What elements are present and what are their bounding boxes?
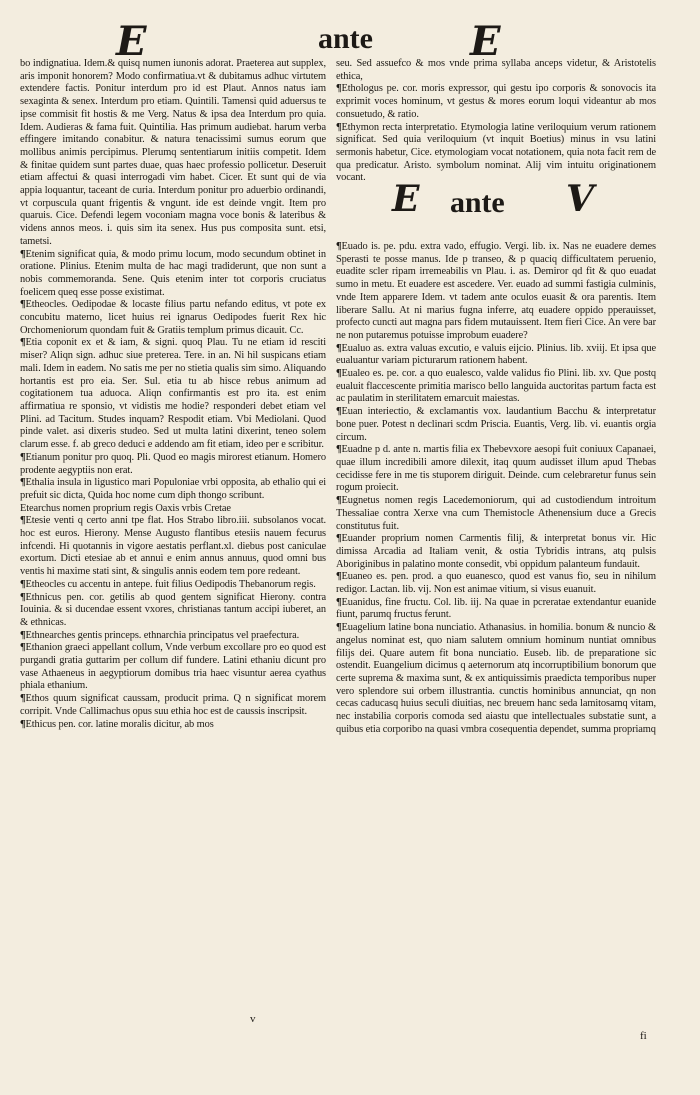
pilcrow-icon: ¶: [336, 368, 342, 380]
pilcrow-icon: ¶: [20, 693, 26, 705]
pilcrow-icon: ¶: [20, 477, 26, 489]
entry: [20, 249, 326, 300]
entry: [20, 477, 326, 502]
entry: [336, 622, 656, 736]
pilcrow-icon: ¶: [336, 444, 342, 456]
entry-text: Ethanion graeci appellant collum, Vnde verbum excollare pro eo quod est purgandi gratia guttarim per collum dif fundere. Latini ethaniu dicunt pro vase Athaeneus in aegyptiorum domibus tria haec visuntur aerea cyathus phiala ethanium.: [20, 642, 326, 692]
section-heading: [336, 178, 656, 237]
entry-text: Etianum ponitur pro quoq. Pli. Quod eo magis mirorest etianum. Homero prodente aegyptiis non erat.: [20, 451, 326, 476]
entry-text: Etesie venti q certo anni tpe flat. Hos Strabo libro.iii. subsolanos vocat. hoc est euros. Hierony. Mense Augusto flantibus etesiis nauem fecurus infcendi. Hi quotannis in vigore aestatis perflant.xl. diebus post caniculae exortum. Dicti etesiae ab et annui e enim annus annuus, quod omni bus ventis hi maxime stati sint, & singulis annis eodem tem pore redeant.: [20, 515, 326, 578]
header-initial-left: E: [116, 18, 147, 65]
pilcrow-icon: ¶: [336, 241, 342, 253]
entry-text: Etenim significat quia, & modo primu locum, modo secundum obtinet in oratione. Plinius. Etenim multa de hac magi tradiderunt, que non sunt a nobis commemoranda. Sene. Quis etenim inter tot corporis cruciatus foelicem queq esse posse existimat.: [20, 248, 326, 298]
entry-text: Ethos quum significat caussam, producit prima. Q n significat morem corripit. Vnde Callimachus opus suu ethia hoc est de caussis inscripsit.: [20, 693, 326, 717]
pilcrow-icon: ¶: [336, 533, 342, 545]
entry-text: Etheocles. Oedipodae & locaste filius partu nefando editus, vt pote ex concubitu materno, licet huius rei ignarus Oedipodes fuerit Rex hic Orchomeniorum quondam fuit & Gratiis templum primus dicauit. Cc.: [20, 299, 326, 336]
pilcrow-icon: ¶: [20, 248, 26, 260]
entry-text: Euaneo es. pen. prod. a quo euanesco, quod est vanus fio, seu in nihilum redigor. Lactan. lib. vij. Non est animae vitium, si visus euanuit.: [336, 571, 656, 596]
entry: [20, 592, 326, 630]
entry: [20, 719, 326, 732]
entry-text: Ethalia insula in ligustico mari Populoniae vrbi opposita, ab ethalio qui ei prefuit sic dicta, Quida hoc nome cum diph thongo scribunt.: [20, 477, 326, 501]
entry-text: Euan interiectio, & exclamantis vox. laudantium Bacchu & interpretatur bone puer. Potest n declinari scdm Priscia. Euantis, Verg. lib. vi. euantis orgia circum.: [336, 406, 656, 443]
entry-text: Eugnetus nomen regis Lacedemoniorum, qui ad custodiendum introitum Thessaliae contra Xerxe vna cum Themistocle Athenensium duce a Grecis constitutus fuit.: [336, 495, 656, 532]
entry-text: Ethnearches gentis princeps. ethnarchia principatus vel praefectura.: [25, 629, 300, 641]
left-column: [20, 58, 326, 731]
entry-text: Ethologus pe. cor. moris expressor, qui gestu ipo corporis & sonovocis ita exprimit voces hominum, vt gestus & mores eorum loqui videantur ab mos consuetudo, & ratio.: [336, 83, 656, 120]
entry: [336, 571, 656, 596]
right-column: [336, 58, 656, 736]
pilcrow-icon: ¶: [20, 591, 26, 603]
pilcrow-icon: ¶: [336, 83, 342, 95]
pilcrow-icon: ¶: [20, 578, 26, 590]
entry-text: Eualuo as. extra valuas excutio, e valuis eijcio. Plinius. lib. xviij. Et ipsa que eualuantur variam picturarum rationem habent.: [336, 342, 656, 367]
pilcrow-icon: ¶: [336, 596, 342, 608]
page-header: [0, 18, 700, 65]
section-initial-left: E: [392, 178, 420, 221]
entry: [336, 122, 656, 186]
entry: [336, 444, 656, 495]
entry: Etearchus nomen proprium regis Oaxis vrbis Cretae: [20, 502, 231, 514]
entry: [20, 693, 326, 718]
entry-text: Euado is. pe. pdu. extra vado, effugio. Vergi. lib. ix. Nas ne euadere demes Sperasti te posse manus. Ide p transeo, & p quaciq difficultatem peruenio, euadite scler ripam irremeabilis vn Plau. i. as. Demiror qd fit & quo euadat sumo in metu. Et euadere est ascedere. Ver. euado ad summi fastigia culminis, vnde Item apparere Idem. vt tadem ante oculos euasit & ora parentis. Item liberare Sallu. At ni marius fugna inferre, atq euadere oppido pperauisset, profecto cuncti aut magna pars fidem mutauissent. Item fieri Cice. An vere bar ne non putaremus potuisse improbum euadere?: [336, 241, 656, 341]
pilcrow-icon: ¶: [20, 629, 26, 641]
pilcrow-icon: ¶: [20, 337, 26, 349]
entry: [336, 406, 656, 444]
entry: bo indignatiua. Idem.& quisq numen iunonis adorat. Praeterea aut supplex, aris imponit honorem? Modo confirmatiua.vt & dubitamus adhuc virtutem extendere factis. Ponitur interdum pro id est Plaut. Annos natus iam sexaginta & senex. Interdum pro etiam. Quintili. Tamensi quid aduersus te ipse commisit fit hostis & me Verg. Natus & ipsa dea Interdum pro quia. Idem. Audieras & fama fuit. Quintilia. Has primum audiebat. harum verba effingere imitando conabitur. & natura tenacissimi sumus eorum que mollibus animis percipimus. Plerumq sententiarum initiis competit. Idem & finitae quidem sunt partes duae, quas haec professio pollicetur. Deseruit etiam affectui & quasi interrogadi vim habet. Cicer. Et sunt qui de via appia loquantur, taceant de curia. Interdum ponitur pro aduerbio ordinandi, vt corpuscula quant frigentis & vngunt. ide est deinde vngit. Item pro quaruis. Cice. Defendi legem voconiam magna voce bonis & lateribus & videns annos meos. i. quis sim ita senex. Hus pus composita sunt. etsi, tametsi.: [20, 58, 326, 247]
entry: [20, 452, 326, 477]
entry: seu. Sed assuefco & mos vnde prima syllaba anceps videtur, & Aristotelis ethica,: [336, 58, 656, 82]
pilcrow-icon: ¶: [336, 342, 342, 354]
pilcrow-icon: ¶: [20, 642, 26, 654]
entry-text: Euagelium latine bona nunciatio. Athanasius. in homilia. bonum & nuncio & angelus nominat est, quo niam salutem omnium hominum nuntiat omnibus filijs dei. Quare autem fit bona nunciatio. Euseb. lib. de preparatione sic ostendit. Euangelium dicimus q aeternorum atq incorruptibilium bonorum que certe suprema & maxima sunt, & ex antiquissimis praedicta temporibus nuper vero splendore sui orbem illustrantia. cunctis hominibus annunciat, qn non cecas caducasq huius seculi diuitias, nec breuem hanc seda lamitosamq vitam, nec instabilia corporis comoda sed aiastu que intellectuales substatie sunt, a quibus etia corporibo na quasi vmbra cosequentia dependet, summa propriamq: [336, 622, 656, 735]
entry-text: Etheocles cu accentu in antepe. fuit filius Oedipodis Thebanorum regis.: [25, 578, 316, 590]
entry: [20, 579, 326, 592]
pilcrow-icon: ¶: [336, 406, 342, 418]
entry: [336, 83, 656, 121]
entry: [336, 343, 656, 368]
entry: [336, 597, 656, 622]
entry: [336, 533, 656, 571]
entry-text: Etia coponit ex et & iam, & signi. quoq Plau. Tu ne etiam id resciti miser? Aliqn sign. adhuc siue preterea. Tere. in an. Ni hil suspicans etiam mali. Idem in eadem. No satis me per no stietia qualis sim simo. Aliquando hortantis est pro eia. Ser. Sul. etia tu ab hisce rebus animum ad cogitationem tua aduoca. Aliqn confirmantis est pro ita. est enim affirmatiua re sponsio, vt vidistis me hodie? responderi debet etiam vel Plini. ad Tacitum. Studes inquam? Respodit etiam. Vbi Mediolani. Quod pinde valet. asi dixeris studeo. Sed ut multa latini dixerint, teneo solem clarum esse. f. ab greco deduci e addendo am fit etiam, ideo per e scribitur.: [20, 337, 326, 451]
entry-text: Euander proprium nomen Carmentis filij, & interpretat bonus vir. Hic dimissa Arcadia ad Italiam venit, & ostia Tybridis intrans, atq pulsis Aboriginibus in palatino monte consedit, vbi oppidum palanteum fundauit.: [336, 533, 656, 570]
section-initial-right: V: [566, 178, 594, 221]
entry: [336, 495, 656, 533]
entry: [336, 368, 656, 406]
entry: [20, 299, 326, 337]
entry: [20, 630, 326, 643]
pilcrow-icon: ¶: [336, 121, 342, 133]
entry: [20, 515, 326, 579]
entry-text: Euanidus, fine fructu. Col. lib. iij. Na quae in pcreratae extendantur euanide fiunt, parumq fructus ferunt.: [336, 596, 656, 621]
entry: [20, 337, 326, 451]
entry: [336, 241, 656, 343]
entry-text: Euadne p d. ante n. martis filia ex Thebevxore aesopi fuit coniuux Capanaei, quae illum incredibili amore dilexit, itaq quum audisset illum apud Thebas cecidisse fere in me tis stuporem diriguit. Deinde. cum celebraretur funus sein rogum proiecit.: [336, 444, 656, 494]
header-initial-right: E: [470, 18, 501, 65]
section-title: ante: [450, 186, 505, 220]
pilcrow-icon: ¶: [20, 718, 26, 730]
signature-mark: v: [250, 1013, 256, 1025]
entry-text: Eualeo es. pe. cor. a quo eualesco, valde validus fio Plini. lib. xv. Que postq eualuit flaccescente primitia marisco bello languida auctoritas partum facta est ac paulatim in sterilitatem emarcuit maiestas.: [336, 368, 656, 405]
pilcrow-icon: ¶: [20, 299, 26, 311]
entry-text: Ethicus pen. cor. latine moralis dicitur, ab mos: [25, 718, 214, 730]
pilcrow-icon: ¶: [336, 495, 342, 507]
entry: [20, 642, 326, 693]
entry-text: Ethnicus pen. cor. getilis ab quod gentem significat Hierony. contra Iouinia. & si ducendae essent vxores, christianas tantum accipi iuberet, an & ethnicas.: [20, 591, 326, 628]
entry-text: Ethymon recta interpretatio. Etymologia latine veriloquium verum rationem significat. Sed quia veriloquium (vt inquit Boetius) minus in vsu latini sermonis habetur, Cice. etymologiam vocat notationem, quia nota facit rem de qua predicatur. Aristo. symbolum nominat. Alij vim intuitu originationem vocant.: [336, 121, 656, 184]
pilcrow-icon: ¶: [20, 515, 26, 527]
pilcrow-icon: ¶: [336, 571, 342, 583]
pilcrow-icon: ¶: [20, 451, 26, 463]
running-head: ante: [318, 22, 373, 55]
pilcrow-icon: ¶: [336, 622, 342, 634]
catchword: fi: [640, 1030, 647, 1042]
